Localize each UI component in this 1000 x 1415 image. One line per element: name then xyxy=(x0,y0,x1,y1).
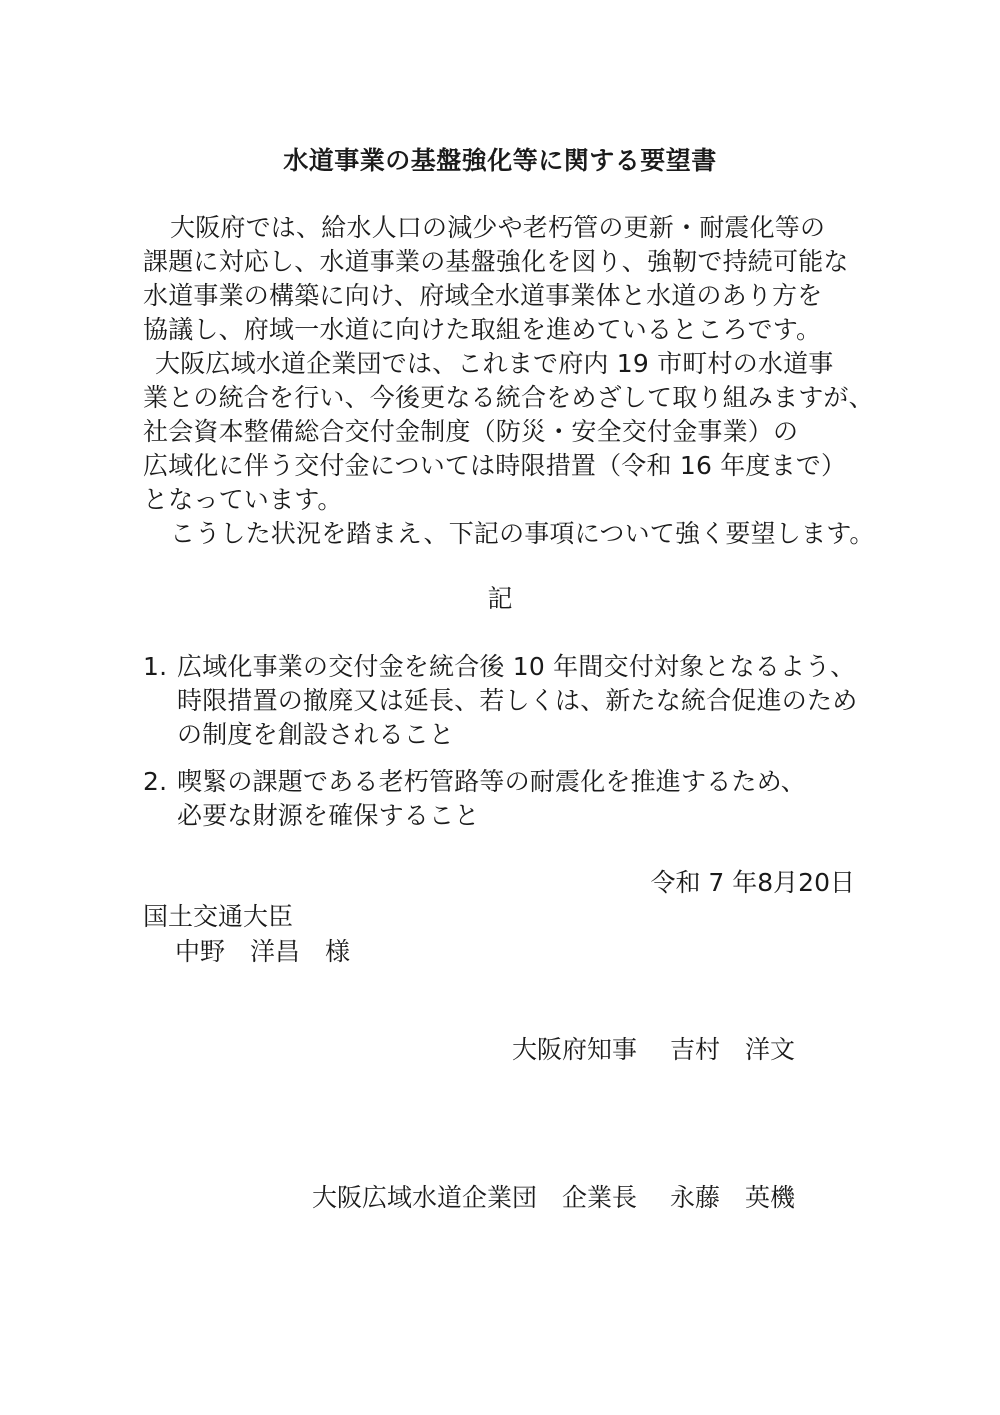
signer-water-authority: 大阪広域水道企業団 企業長 永藤 英機 xyxy=(312,1183,795,1212)
paragraph-1-line-3: 水道事業の構築に向け、府域全水道事業体と水道のあり方を xyxy=(143,281,823,310)
item-2-line-1: 喫緊の課題である老朽管路等の耐震化を推進するため、 xyxy=(177,767,807,796)
item-1-line-3: の制度を創設されること xyxy=(177,720,455,749)
addressee-name: 中野 洋昌 様 xyxy=(175,937,351,966)
paragraph-1-line-2: 課題に対応し、水道事業の基盤強化を図り、強靭で持続可能な xyxy=(143,247,849,276)
item-1-number: 1. xyxy=(143,652,168,681)
paragraph-1-line-4: 協議し、府域一水道に向けた取組を進めているところです。 xyxy=(143,315,822,344)
paragraph-2-line-2: 業との統合を行い、今後更なる統合をめざして取り組みますが、 xyxy=(143,383,874,412)
paragraph-1-line-1: 大阪府では、給水人口の減少や老朽管の更新・耐震化等の xyxy=(170,213,826,242)
document-date: 令和 7 年8月20日 xyxy=(650,868,855,897)
item-1-line-1: 広域化事業の交付金を統合後 10 年間交付対象となるよう、 xyxy=(177,652,856,681)
ki-heading: 記 xyxy=(487,584,513,613)
addressee-title: 国土交通大臣 xyxy=(143,902,294,931)
signer-governor: 大阪府知事 吉村 洋文 xyxy=(512,1035,795,1064)
item-2-line-2: 必要な財源を確保すること xyxy=(177,801,480,830)
paragraph-2-line-5: となっています。 xyxy=(143,485,343,514)
paragraph-2-line-4: 広域化に伴う交付金については時限措置（令和 16 年度まで） xyxy=(143,451,847,480)
paragraph-2-line-3: 社会資本整備総合交付金制度（防災・安全交付金事業）の xyxy=(143,417,799,446)
item-2-number: 2. xyxy=(143,767,168,796)
document-title: 水道事業の基盤強化等に関する要望書 xyxy=(283,146,717,175)
item-1-line-2: 時限措置の撤廃又は延長、若しくは、新たな統合促進のため xyxy=(177,686,858,715)
paragraph-3-line-1: こうした状況を踏まえ、下記の事項について強く要望します。 xyxy=(170,519,875,548)
paragraph-2-line-1: 大阪広域水道企業団では、これまで府内 19 市町村の水道事 xyxy=(155,349,834,378)
